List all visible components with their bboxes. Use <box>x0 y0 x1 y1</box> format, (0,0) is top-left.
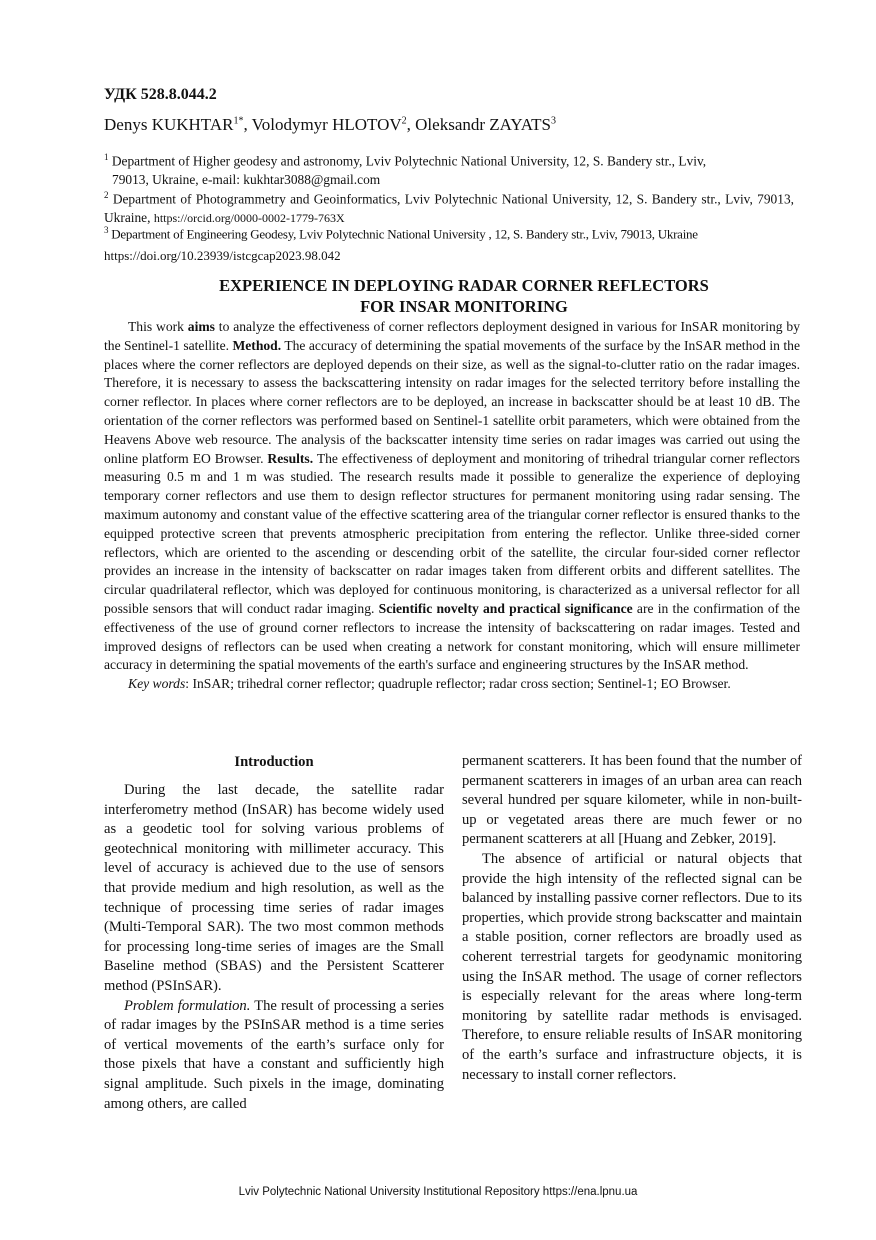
body-paragraph: permanent scatterers. It has been found that the number of permanent scatterers in images of an urban area can reach several hundred per square kilometer, while in non-built-up or vegetated areas there are much fewer or no permanent scatterers at all [Huang and Zebker, 2019]. <box>462 753 802 848</box>
abstract-results-label: Results. <box>267 450 314 466</box>
body-text: The result of processing a series of radar images by the PSInSAR method is a time series of vertical movements of the earth’s surface only for those pixels that have a constant and sufficiently high signal amplitude. Such pixels in the image, dominating among others, are called <box>104 997 445 1112</box>
abstract-text: This work <box>128 319 188 334</box>
author-separator: , <box>406 115 416 134</box>
affiliation-mark: 2 <box>104 190 109 200</box>
abstract-aims-label: aims <box>187 319 215 334</box>
body-paragraph: The absence of artificial or natural objects that provide the high intensity of the reflected signal can be balanced by installing passive corner reflectors. Due to its properties, which provide strong backscatter and maintain a stable position, corner reflectors are broadly used as coherent terrestrial targets for geodynamic monitoring using the InSAR method. The usage of corner reflectors is especially relevant for the areas where long-term monitoring by satellite radar methods is envisaged. Therefore, to ensure reliable results of InSAR monitoring of the earth’s surface and infrastructure objects, it is necessary to install corner reflectors. <box>462 850 802 1083</box>
affiliation-mark: 1 <box>104 152 109 162</box>
author-name: Denys KUKHTAR <box>104 115 234 134</box>
body-paragraph <box>104 997 444 1115</box>
column-right <box>462 752 802 1085</box>
affiliation-text: Department of Photogrammetry and Geoinformatics, Lviv Polytechnic National University, 12, S. Bandery str., Lviv, 79013, Ukraine, <box>104 191 794 226</box>
column-left <box>104 752 444 1114</box>
abstract-method-label: Method. <box>232 337 282 353</box>
title-line-1: EXPERIENCE IN DEPLOYING RADAR CORNER REFLECTORS <box>219 276 709 295</box>
section-heading: Introduction <box>234 754 314 770</box>
abstract-novelty-label: Scientific novelty and practical significance <box>378 600 633 616</box>
author-list <box>104 115 556 135</box>
keywords-text: : InSAR; trihedral corner reflector; quadruple reflector; radar cross section; Sentinel-1; EO Browser. <box>185 676 731 692</box>
keywords-label: Key words <box>128 676 186 692</box>
abstract <box>104 318 800 694</box>
doi-link[interactable]: https://doi.org/10.23939/istcgcap2023.98.042 <box>104 248 341 263</box>
affiliation-1 <box>104 148 794 189</box>
abstract-text: are in the confirmation of the effectiveness of the use of ground corner reflectors to increase the intensity of backscattering on radar images. Tested and improved designs of reflectors can be used when creating a network for constant monitoring, which will ensure millimeter accuracy in determining the spatial movements of the earth's surface and engineering structures by the InSAR method. <box>104 600 800 673</box>
keywords <box>104 675 800 694</box>
udk-code: УДК 528.8.044.2 <box>104 86 217 103</box>
page-footer: Lviv Polytechnic National University Institutional Repository https://ena.lpnu.ua <box>238 1186 638 1198</box>
author-affiliation-mark: 2 <box>401 115 407 127</box>
abstract-text: The accuracy of determining the spatial movements of the surface by the InSAR method in the places where the corner reflectors are deployed depends on their size, as well as the signal-to-clutter ratio on the radar images. Therefore, it is necessary to assess the backscattering intensity on radar images for the selected territory before installing the corner reflector. In places where corner reflectors are to be deployed, an increase in backscatter should be at least 10 dB. The orientation of the corner reflectors was performed based on Sentinel-1 satellite orbit parameters, which were obtained from the Heavens Above web resource. The analysis of the backscatter intensity time series on radar images was carried out using the online platform EO Browser. <box>104 337 800 466</box>
affiliation-text: Department of Engineering Geodesy, Lviv Polytechnic National University , 12, S. Bandery str., Lviv, 79013, Ukraine <box>111 226 698 242</box>
author-affiliation-mark: 3 <box>551 115 556 127</box>
abstract-paragraph <box>104 318 800 675</box>
abstract-text: The effectiveness of deployment and monitoring of trihedral triangular corner reflectors measuring 0.5 m and 1 m was studied. The research results made it possible to generalize the experience of deploying temporary corner reflectors and use them to design reflector structures for permanent monitoring using radar sensing. The maximum autonomy and constant value of the effective scattering area of the triangular corner reflector is ensured thanks to the equipped protective screen that prevents atmospheric precipitation from entering the reflector. Unlike three-sided corner reflectors, which are oriented to the ascending or descending orbit of the satellite, the circular four-sided corner reflector provides an increase in the intensity of backscatter on radar images taken from different orbits and different satellites. The circular quadrilateral reflector, which was deployed for continuous monitoring, is characterized as a universal reflector for all possible sensors that will conduct radar imaging. <box>104 450 800 616</box>
affiliation-text-cont: 79013, Ukraine, e-mail: kukhtar3088@gmail.com <box>112 172 381 188</box>
affiliation-text: Department of Higher geodesy and astronomy, Lviv Polytechnic National University, 12, S. Bandery str., Lviv, <box>111 153 707 169</box>
title-line-2: FOR INSAR MONITORING <box>360 297 568 316</box>
orcid-link[interactable]: https://orcid.org/0000-0002-1779-763X <box>153 211 345 226</box>
body-paragraph: During the last decade, the satellite radar interferometry method (InSAR) has become widely used as a geodetic tool for solving various problems of geotechnical monitoring with millimeter accuracy. This level of accuracy is achieved due to the use of sensors that provide medium and high resolution, as well as the technique of processing time series of radar images (Multi-Temporal SAR). The two most common methods for processing long-time series of images are the Small Baseline method (SBAS) and the Persistent Scatterer method (PSInSAR). <box>104 782 444 994</box>
author-separator: , <box>243 115 252 134</box>
affiliation-mark: 3 <box>104 225 109 235</box>
paragraph-label: Problem formulation. <box>124 997 251 1014</box>
abstract-text: to analyze the effectiveness of corner reflectors deployment designed in various for InSAR monitoring by the Sentinel-1 satellite. <box>104 319 800 353</box>
paper-title <box>104 275 824 317</box>
affiliation-3 <box>104 221 794 243</box>
author-affiliation-mark: 1* <box>233 115 244 127</box>
author-name: Oleksandr ZAYATS <box>415 115 551 134</box>
author-name: Volodymyr HLOTOV <box>251 115 402 134</box>
